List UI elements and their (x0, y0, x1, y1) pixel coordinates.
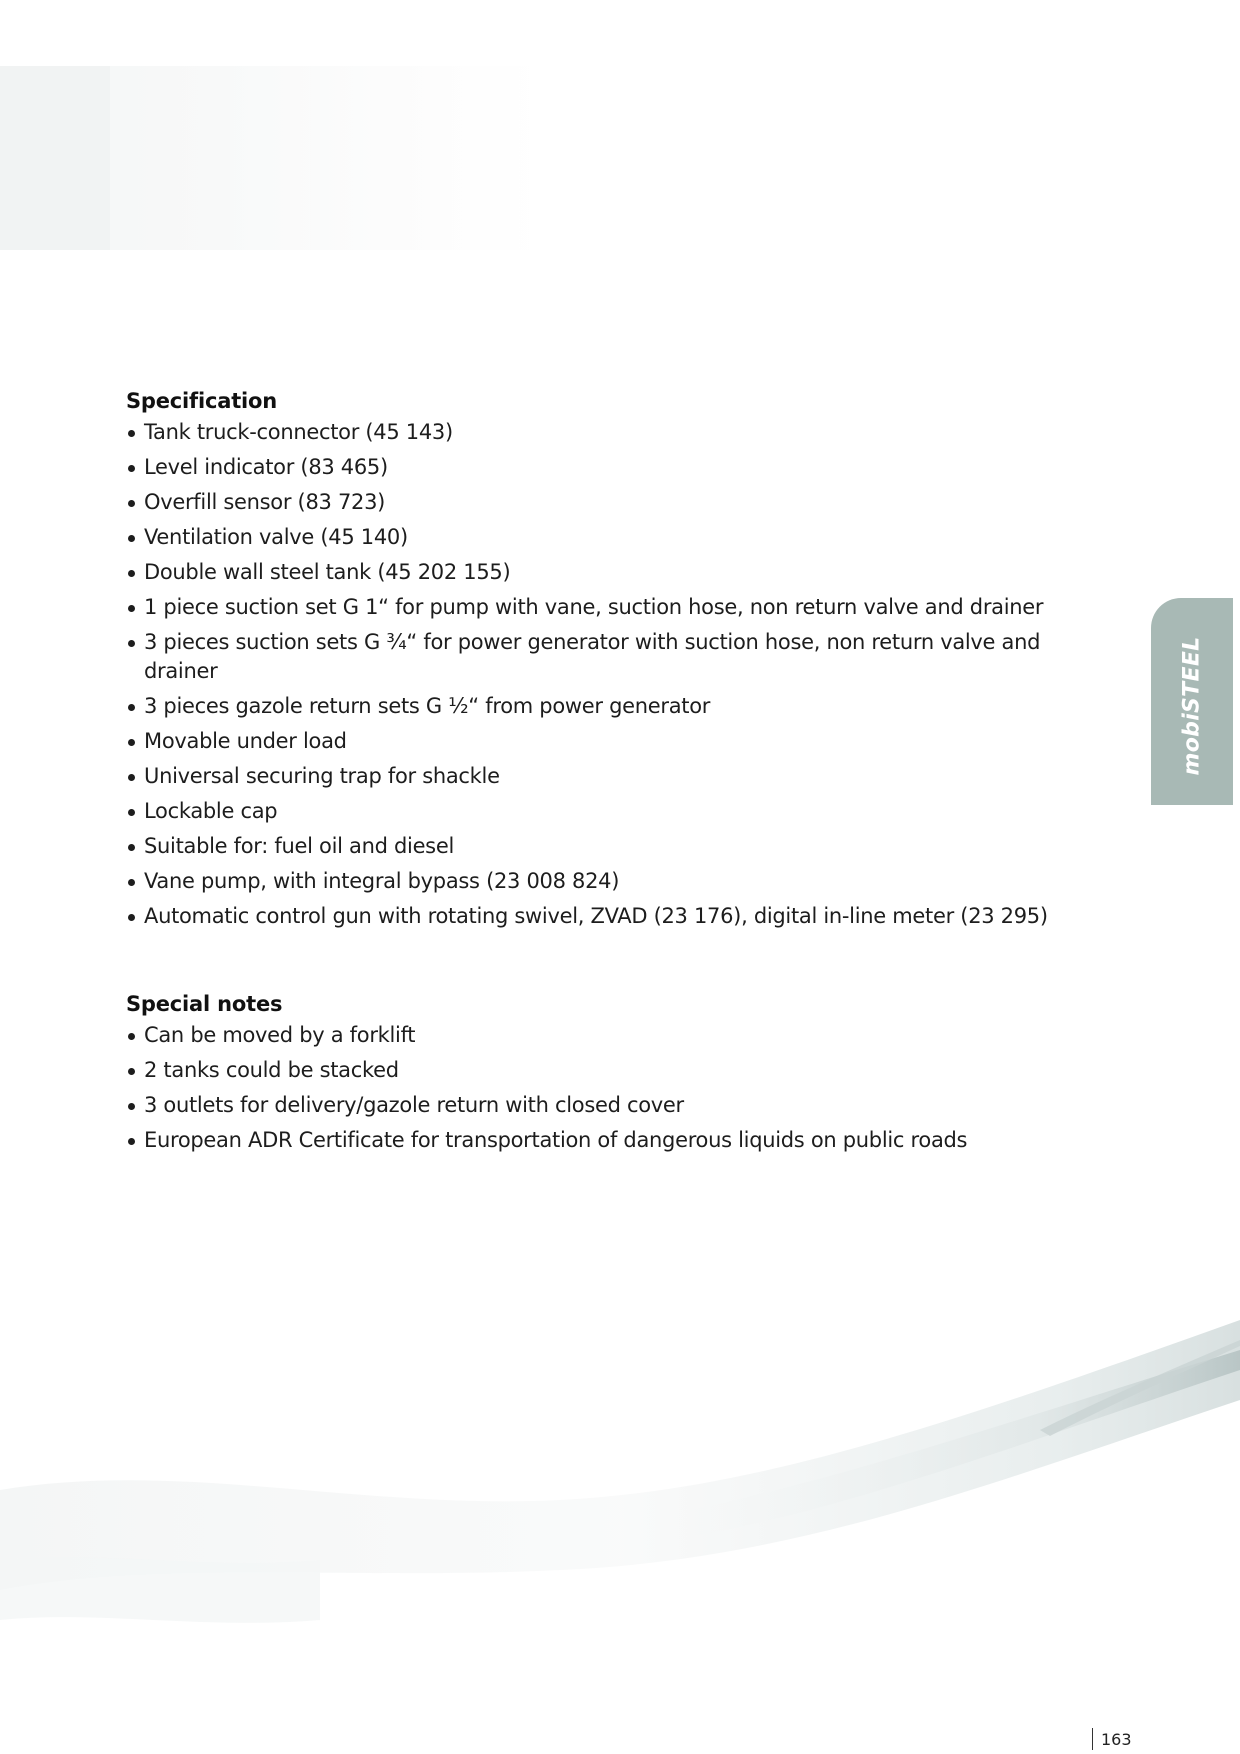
page-number-divider (1092, 1728, 1093, 1750)
top-background-shade (0, 66, 545, 250)
list-item-text: 3 pieces gazole return sets G ½“ from power generator (144, 694, 711, 718)
list-item (126, 692, 1086, 721)
special-notes-title: Special notes (126, 992, 283, 1016)
list-item (126, 593, 1086, 622)
list-item (126, 1091, 1086, 1120)
bullet-icon (128, 1068, 135, 1075)
list-item-text: European ADR Certificate for transportation of dangerous liquids on public roads (144, 1128, 968, 1152)
list-item (126, 488, 1086, 517)
list-item (126, 1021, 1086, 1050)
specification-title: Specification (126, 389, 278, 413)
list-item-text: Overfill sensor (83 723) (144, 490, 386, 514)
specification-list (126, 418, 1086, 931)
bullet-icon (128, 809, 135, 816)
bullet-icon (128, 570, 135, 577)
list-item-text: Lockable cap (144, 799, 278, 823)
list-item (126, 628, 1086, 686)
list-item (126, 727, 1086, 756)
bullet-icon (128, 704, 135, 711)
bullet-icon (128, 1138, 135, 1145)
list-item-text: Movable under load (144, 729, 347, 753)
list-item (126, 902, 1086, 931)
list-item-text: Tank truck-connector (45 143) (144, 420, 453, 444)
list-item-text: Level indicator (83 465) (144, 455, 388, 479)
page-number: 163 (1101, 1729, 1132, 1749)
list-item (126, 558, 1086, 587)
list-item-text: Automatic control gun with rotating swivel, ZVAD (23 176), digital in-line meter (23 295) (144, 904, 1048, 928)
bullet-icon (128, 430, 135, 437)
list-item (126, 832, 1086, 861)
list-item (126, 453, 1086, 482)
list-item-text: Suitable for: fuel oil and diesel (144, 834, 454, 858)
section-side-tab (1151, 598, 1233, 805)
bullet-icon (128, 844, 135, 851)
list-item-text: 3 outlets for delivery/gazole return with closed cover (144, 1093, 684, 1117)
list-item-text: 1 piece suction set G 1“ for pump with vane, suction hose, non return valve and drainer (144, 595, 1044, 619)
bullet-icon (128, 1033, 135, 1040)
list-item-text: Vane pump, with integral bypass (23 008 824) (144, 869, 620, 893)
list-item (126, 1126, 1086, 1155)
bullet-icon (128, 535, 135, 542)
list-item (126, 523, 1086, 552)
bullet-icon (128, 879, 135, 886)
bullet-icon (128, 774, 135, 781)
special-notes-section (126, 987, 1086, 1155)
list-item (126, 1056, 1086, 1085)
list-item (126, 762, 1086, 791)
list-item (126, 797, 1086, 826)
bullet-icon (128, 640, 135, 647)
list-item (126, 867, 1086, 896)
list-item-text: 2 tanks could be stacked (144, 1058, 399, 1082)
list-item-text: Ventilation valve (45 140) (144, 525, 408, 549)
list-item-text: Double wall steel tank (45 202 155) (144, 560, 511, 584)
bullet-icon (128, 1103, 135, 1110)
list-item-text: 3 pieces suction sets G ¾“ for power generator with suction hose, non return valve and drainer (144, 630, 1041, 683)
bullet-icon (128, 739, 135, 746)
page-footer (1092, 1727, 1132, 1751)
bullet-icon (128, 500, 135, 507)
bullet-icon (128, 914, 135, 921)
list-item-text: Universal securing trap for shackle (144, 764, 500, 788)
list-item-text: Can be moved by a forklift (144, 1023, 416, 1047)
side-tab-label: mobiSTEEL (1179, 636, 1205, 776)
bullet-icon (128, 605, 135, 612)
main-content (126, 384, 1086, 1161)
special-notes-list (126, 1021, 1086, 1155)
list-item (126, 418, 1086, 447)
bullet-icon (128, 465, 135, 472)
water-splash-graphic (0, 1260, 1240, 1660)
